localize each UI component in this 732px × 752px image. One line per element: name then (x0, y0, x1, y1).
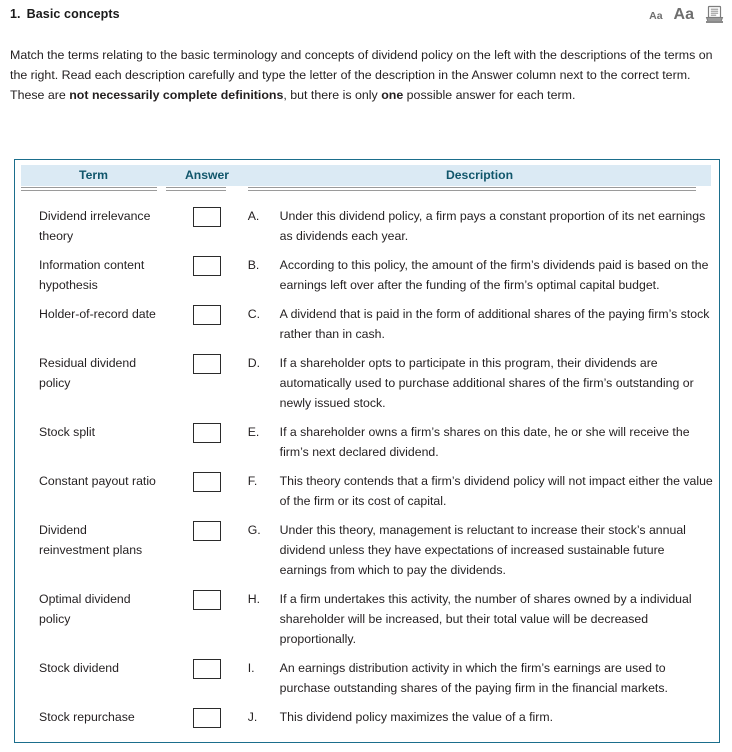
answer-input[interactable] (193, 521, 221, 541)
table-row (15, 413, 719, 462)
table-row (15, 511, 719, 580)
description-letter: B. (247, 258, 260, 272)
answer-cell (166, 344, 248, 374)
description-text: An earnings distribution activity in which the firm’s earnings are used to purchase outstanding shares of the paying firm in the financial markets. (279, 661, 668, 695)
description-letter: J. (247, 710, 258, 724)
question-title-text: Basic concepts (26, 7, 120, 21)
description-letter: E. (247, 425, 260, 439)
term-label: Dividend irrelevance theory (39, 209, 151, 243)
decrease-font-size-button[interactable]: Aa (649, 9, 663, 22)
instructions-part-3: possible answer for each term. (403, 88, 576, 103)
term-label: Information content hypothesis (39, 258, 145, 292)
term-label: Dividend reinvestment plans (39, 523, 143, 557)
answer-cell (166, 511, 248, 541)
table-row (15, 698, 719, 728)
instructions-bold-2: one (381, 88, 404, 103)
table-row (15, 462, 719, 511)
answer-cell (166, 295, 248, 325)
header-rule-description (248, 187, 696, 191)
instructions-part-2: , but there is only (283, 88, 382, 103)
description-text: Under this theory, management is reluctant to increase their stock’s annual dividend unless they have expectations of increased sustainable future earnings from which to pay the dividends. (279, 523, 686, 577)
description-text: If a shareholder owns a firm’s shares on this date, he or she will receive the firm’s next declared dividend. (279, 425, 690, 459)
answer-input[interactable] (193, 590, 221, 610)
toolbar (649, 5, 724, 24)
answer-input[interactable] (193, 256, 221, 276)
answer-cell (166, 197, 248, 227)
table-header-row (15, 160, 719, 186)
term-label: Stock split (39, 425, 96, 439)
description-letter: H. (247, 592, 261, 606)
rule-gap (157, 187, 166, 191)
term-label: Optimal dividend policy (39, 592, 131, 626)
term-label: Stock repurchase (39, 710, 135, 724)
instructions-part-1: Match the terms relating to the basic terminology and concepts of dividend policy on the left with the descriptions of the terms on the right. Read each description carefully and type the letter of the description in the Answer column next to the correct term. These are (10, 48, 713, 103)
question-number: 1. (10, 7, 21, 21)
answer-input[interactable] (193, 472, 221, 492)
description-text: If a firm undertakes this activity, the number of shares owned by a individual shareholder will be increased, but their total value will be decreased proportionally. (279, 592, 692, 646)
page-title (10, 7, 120, 21)
header-rule-term (21, 187, 157, 191)
description-letter: C. (247, 307, 261, 321)
term-label: Residual dividend policy (39, 356, 137, 390)
term-label: Holder-of-record date (39, 307, 156, 321)
table-row (15, 246, 719, 295)
answer-input[interactable] (193, 708, 221, 728)
question-header (0, 0, 732, 37)
table-body (15, 191, 719, 728)
table-row (15, 580, 719, 649)
description-text: According to this policy, the amount of the firm’s dividends paid is based on the earnings left over after the funding of the firm’s optimal capital budget. (279, 258, 709, 292)
description-text: Under this dividend policy, a firm pays a constant proportion of its net earnings as dividends each year. (279, 209, 706, 243)
description-text: This theory contends that a firm’s dividend policy will not impact either the value of the firm or its cost of capital. (279, 474, 713, 508)
increase-font-size-button[interactable]: Aa (673, 6, 694, 23)
answer-cell (166, 413, 248, 443)
answer-input[interactable] (193, 423, 221, 443)
description-text: This dividend policy maximizes the value of a firm. (279, 710, 554, 724)
column-header-answer: Answer (166, 165, 248, 186)
description-letter: I. (247, 661, 255, 675)
table-row (15, 649, 719, 698)
header-rule-answer (166, 187, 226, 191)
answer-cell (166, 698, 248, 728)
matching-table (14, 159, 720, 743)
table-row (15, 295, 719, 344)
answer-cell (166, 246, 248, 276)
term-label: Constant payout ratio (39, 474, 156, 488)
description-letter: G. (247, 523, 261, 537)
description-text: A dividend that is paid in the form of additional shares of the paying firm’s stock rather than in cash. (279, 307, 710, 341)
description-letter: A. (247, 209, 260, 223)
instructions-paragraph (10, 45, 722, 106)
instructions-bold-1: not necessarily complete definitions (69, 88, 284, 103)
table-row (15, 197, 719, 246)
print-icon[interactable] (705, 5, 724, 24)
answer-input[interactable] (193, 659, 221, 679)
answer-input[interactable] (193, 305, 221, 325)
column-header-description: Description (248, 165, 711, 186)
term-label: Stock dividend (39, 661, 119, 675)
description-letter: D. (247, 356, 261, 370)
description-letter: F. (247, 474, 258, 488)
answer-cell (166, 462, 248, 492)
table-row (15, 344, 719, 413)
column-header-term: Term (21, 165, 166, 186)
answer-input[interactable] (193, 354, 221, 374)
answer-cell (166, 649, 248, 679)
description-text: If a shareholder opts to participate in this program, their dividends are automatically used to purchase additional shares of the firm’s outstanding or newly issued stock. (279, 356, 694, 410)
rule-gap (226, 187, 248, 191)
answer-cell (166, 580, 248, 610)
answer-input[interactable] (193, 207, 221, 227)
header-rule-row (15, 187, 719, 191)
